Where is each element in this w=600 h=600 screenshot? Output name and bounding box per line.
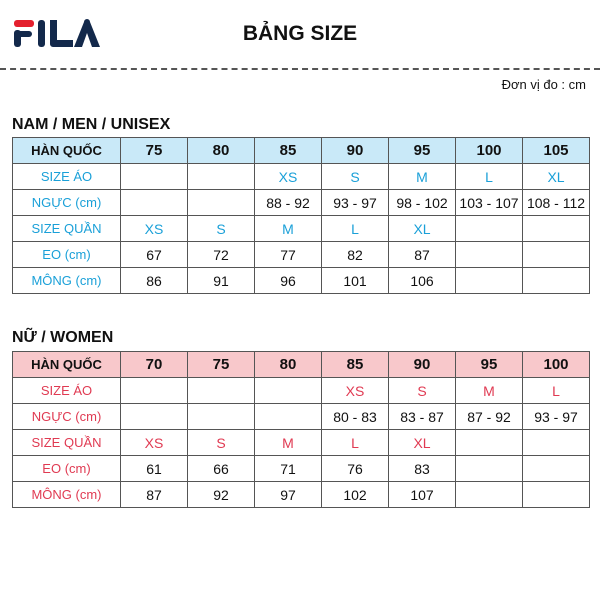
table-row <box>13 268 590 294</box>
table-cell <box>456 482 523 508</box>
table-cell <box>188 190 255 216</box>
table-cell: XS <box>322 378 389 404</box>
row-label: SIZE ÁO <box>13 164 121 190</box>
table-cell: 87 <box>121 482 188 508</box>
table-cell: 85 <box>255 138 322 164</box>
table-cell: 72 <box>188 242 255 268</box>
table-cell <box>255 378 322 404</box>
table-cell: 103 - 107 <box>456 190 523 216</box>
table-cell: M <box>389 164 456 190</box>
table-cell: L <box>523 378 590 404</box>
table-cell: 106 <box>389 268 456 294</box>
table-cell: L <box>322 216 389 242</box>
table-cell: 95 <box>389 138 456 164</box>
row-label: SIZE QUẦN <box>13 216 121 242</box>
table-cell: 95 <box>456 352 523 378</box>
table-cell: 86 <box>121 268 188 294</box>
table-cell: S <box>188 216 255 242</box>
table-cell: 82 <box>322 242 389 268</box>
table-cell <box>456 456 523 482</box>
table-cell <box>188 404 255 430</box>
table-cell: 100 <box>456 138 523 164</box>
table-cell <box>188 164 255 190</box>
table-cell: XS <box>121 216 188 242</box>
row-label: SIZE ÁO <box>13 378 121 404</box>
table-cell: 98 - 102 <box>389 190 456 216</box>
table-cell <box>188 378 255 404</box>
table-cell: 83 - 87 <box>389 404 456 430</box>
unit-label: Đơn vị đo : cm <box>501 77 586 92</box>
table-cell: S <box>188 430 255 456</box>
table-cell: XL <box>389 216 456 242</box>
table-cell: 93 - 97 <box>523 404 590 430</box>
table-cell: L <box>456 164 523 190</box>
table-cell <box>456 216 523 242</box>
table-row <box>13 404 590 430</box>
table-cell: 70 <box>121 352 188 378</box>
row-label: HÀN QUỐC <box>13 138 121 164</box>
table-cell: 93 - 97 <box>322 190 389 216</box>
table-cell: 67 <box>121 242 188 268</box>
table-row <box>13 216 590 242</box>
table-cell: L <box>322 430 389 456</box>
row-label: HÀN QUỐC <box>13 352 121 378</box>
table-cell: 90 <box>322 138 389 164</box>
table-cell: 75 <box>188 352 255 378</box>
table-cell: 90 <box>389 352 456 378</box>
row-label: SIZE QUẦN <box>13 430 121 456</box>
men-size-table <box>12 137 590 294</box>
table-row <box>13 242 590 268</box>
table-row <box>13 456 590 482</box>
table-cell: XS <box>121 430 188 456</box>
table-row <box>13 138 590 164</box>
table-cell: S <box>389 378 456 404</box>
table-cell: 77 <box>255 242 322 268</box>
row-label: EO (cm) <box>13 456 121 482</box>
table-cell: XL <box>389 430 456 456</box>
table-cell: 66 <box>188 456 255 482</box>
table-cell: 97 <box>255 482 322 508</box>
page-title: BẢNG SIZE <box>242 22 358 45</box>
table-cell: 100 <box>523 352 590 378</box>
women-size-table <box>12 351 590 508</box>
table-cell: 96 <box>255 268 322 294</box>
table-row <box>13 164 590 190</box>
table-cell <box>121 164 188 190</box>
table-cell: S <box>322 164 389 190</box>
table-cell: 92 <box>188 482 255 508</box>
table-row <box>13 190 590 216</box>
table-cell: 80 <box>188 138 255 164</box>
table-cell <box>456 242 523 268</box>
table-cell <box>121 404 188 430</box>
table-row <box>13 430 590 456</box>
table-cell: 71 <box>255 456 322 482</box>
table-cell: M <box>456 378 523 404</box>
table-cell <box>523 482 590 508</box>
table-cell: 107 <box>389 482 456 508</box>
table-row <box>13 482 590 508</box>
row-label: MÔNG (cm) <box>13 482 121 508</box>
table-cell: 80 <box>255 352 322 378</box>
table-cell: 87 - 92 <box>456 404 523 430</box>
dashed-divider <box>0 68 600 70</box>
table-cell: 80 - 83 <box>322 404 389 430</box>
table-cell: 88 - 92 <box>255 190 322 216</box>
table-cell: M <box>255 430 322 456</box>
table-cell: 91 <box>188 268 255 294</box>
table-cell <box>523 216 590 242</box>
table-cell <box>523 456 590 482</box>
table-row <box>13 352 590 378</box>
table-cell: 108 - 112 <box>523 190 590 216</box>
table-cell <box>523 430 590 456</box>
row-label: EO (cm) <box>13 242 121 268</box>
table-cell: XL <box>523 164 590 190</box>
table-cell <box>121 190 188 216</box>
table-cell <box>456 430 523 456</box>
table-cell: 105 <box>523 138 590 164</box>
table-cell <box>255 404 322 430</box>
row-label: MÔNG (cm) <box>13 268 121 294</box>
table-cell <box>121 378 188 404</box>
table-cell: 101 <box>322 268 389 294</box>
men-section-title: NAM / MEN / UNISEX <box>12 116 171 133</box>
table-cell: M <box>255 216 322 242</box>
table-cell <box>523 242 590 268</box>
table-cell <box>456 268 523 294</box>
table-cell: XS <box>255 164 322 190</box>
table-cell: 85 <box>322 352 389 378</box>
row-label: NGỰC (cm) <box>13 404 121 430</box>
women-section-title: NỮ / WOMEN <box>12 329 114 346</box>
table-cell <box>523 268 590 294</box>
table-cell: 76 <box>322 456 389 482</box>
table-row <box>13 378 590 404</box>
row-label: NGỰC (cm) <box>13 190 121 216</box>
table-cell: 83 <box>389 456 456 482</box>
table-cell: 102 <box>322 482 389 508</box>
table-cell: 87 <box>389 242 456 268</box>
table-cell: 61 <box>121 456 188 482</box>
table-cell: 75 <box>121 138 188 164</box>
